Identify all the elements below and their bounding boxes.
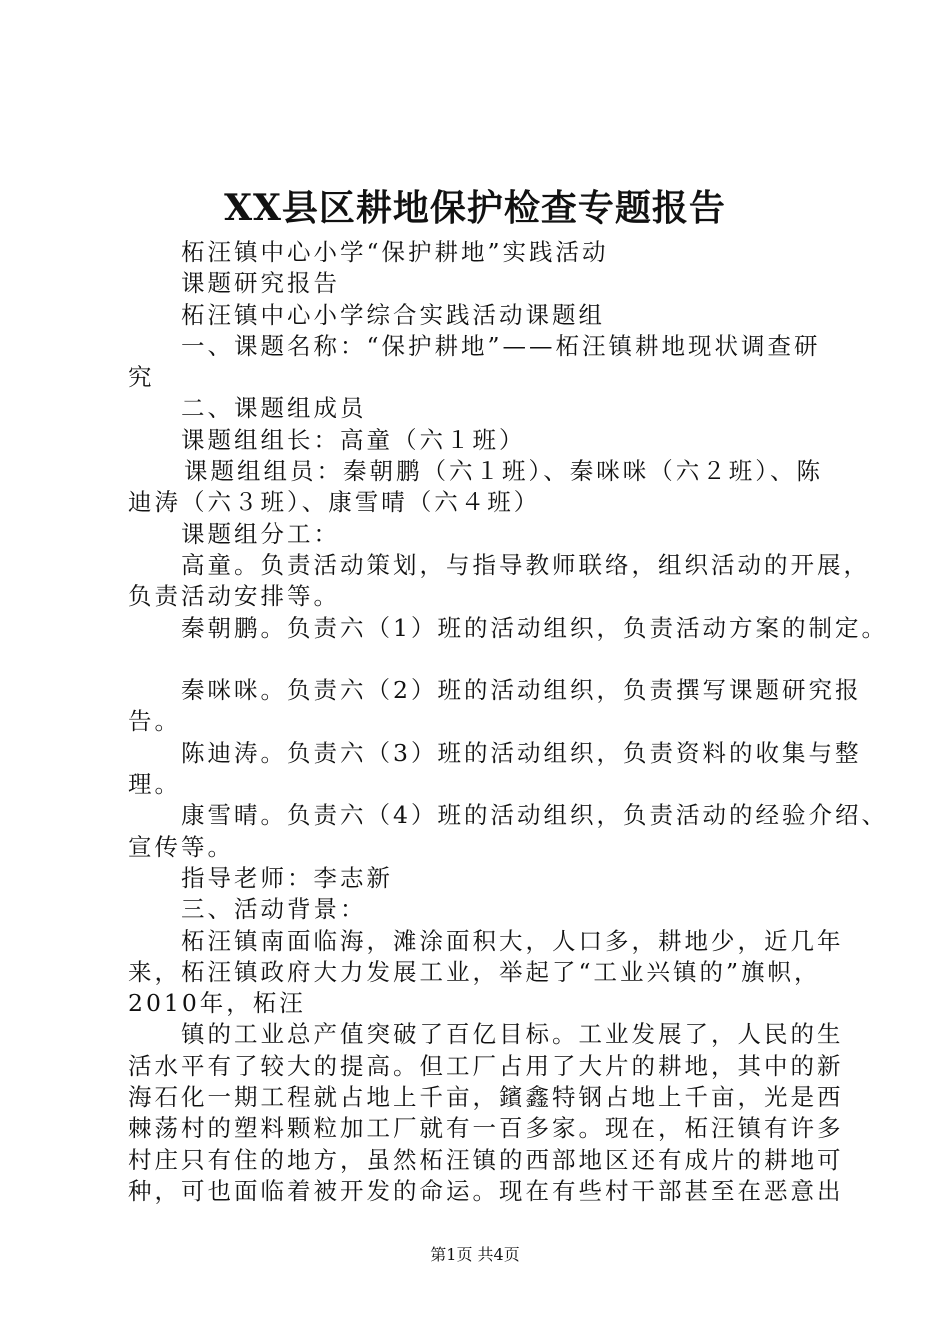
body-line-teacher: 指导老师：李志新 [181,863,393,892]
body-line-duty-4: 陈迪涛。负责六（3）班的活动组织，负责资料的收集与整 [181,738,862,767]
body-line-section-3: 三、活动背景： [181,895,367,924]
body-line-background-6: 海石化一期工程就占地上千亩，鑌鑫特钢占地上千亩，光是西 [128,1083,844,1112]
body-line-background-5: 活水平有了较大的提高。但工厂占用了大片的耕地，其中的新 [128,1051,844,1080]
page-footer: 第1页 共4页 [430,1245,520,1264]
body-line-background-9: 种，可也面临着被开发的命运。现在有些村干部甚至在恶意出 [128,1176,844,1205]
body-line-duty-5: 康雪晴。负责六（4）班的活动组织，负责活动的经验介绍、 [181,801,888,830]
body-line-duty-5-cont: 宣传等。 [128,832,234,861]
body-line-background-4: 镇的工业总产值突破了百亿目标。工业发展了，人民的生 [181,1020,844,1049]
body-line-leader: 课题组组长：高童（六１班） [181,425,526,454]
body-line-members: 课题组组员：秦朝鹏（六１班）、秦咪咪（六２班）、陈 [184,457,823,486]
body-line-background-8: 村庄只有住的地方，虽然柘汪镇的西部地区还有成片的耕地可 [128,1145,844,1174]
body-line-duty-1: 高童。负责活动策划，与指导教师联络，组织活动的开展， [181,550,870,579]
body-line-background-3: 2010年，柘汪 [128,989,306,1018]
body-line-subtitle-2: 课题研究报告 [181,269,340,298]
document-body [128,237,888,1207]
body-line-section-2: 二、课题组成员 [181,394,367,423]
body-line-background-2: 来，柘汪镇政府大力发展工业，举起了“工业兴镇的”旗帜， [128,957,821,986]
body-line-members-cont: 迪涛（六３班）、康雪晴（六４班） [128,488,541,517]
body-line-duty-2: 秦朝鹏。负责六（1）班的活动组织，负责活动方案的制定。 [181,613,888,642]
body-line-division: 课题组分工： [181,519,340,548]
body-line-duty-1-cont: 负责活动安排等。 [128,582,340,611]
blank-line [128,644,858,675]
body-line-section-1-cont: 究 [128,363,155,392]
body-line-duty-3: 秦咪咪。负责六（2）班的活动组织，负责撰写课题研究报 [181,676,862,705]
body-line-duty-3-cont: 告。 [128,707,181,736]
document-title: XX县区耕地保护检查专题报告 [224,187,726,229]
body-line-duty-4-cont: 理。 [128,770,181,799]
body-line-subtitle-1: 柘汪镇中心小学“保护耕地”实践活动 [181,238,609,266]
body-line-section-1: 一、课题名称：“保护耕地”——柘汪镇耕地现状调查研 [181,331,821,360]
body-line-background-1: 柘汪镇南面临海，滩涂面积大，人口多，耕地少，近几年 [181,926,844,955]
body-line-author-group: 柘汪镇中心小学综合实践活动课题组 [181,300,605,329]
body-line-background-7: 棘荡村的塑料颗粒加工厂就有一百多家。现在，柘汪镇有许多 [128,1114,844,1143]
